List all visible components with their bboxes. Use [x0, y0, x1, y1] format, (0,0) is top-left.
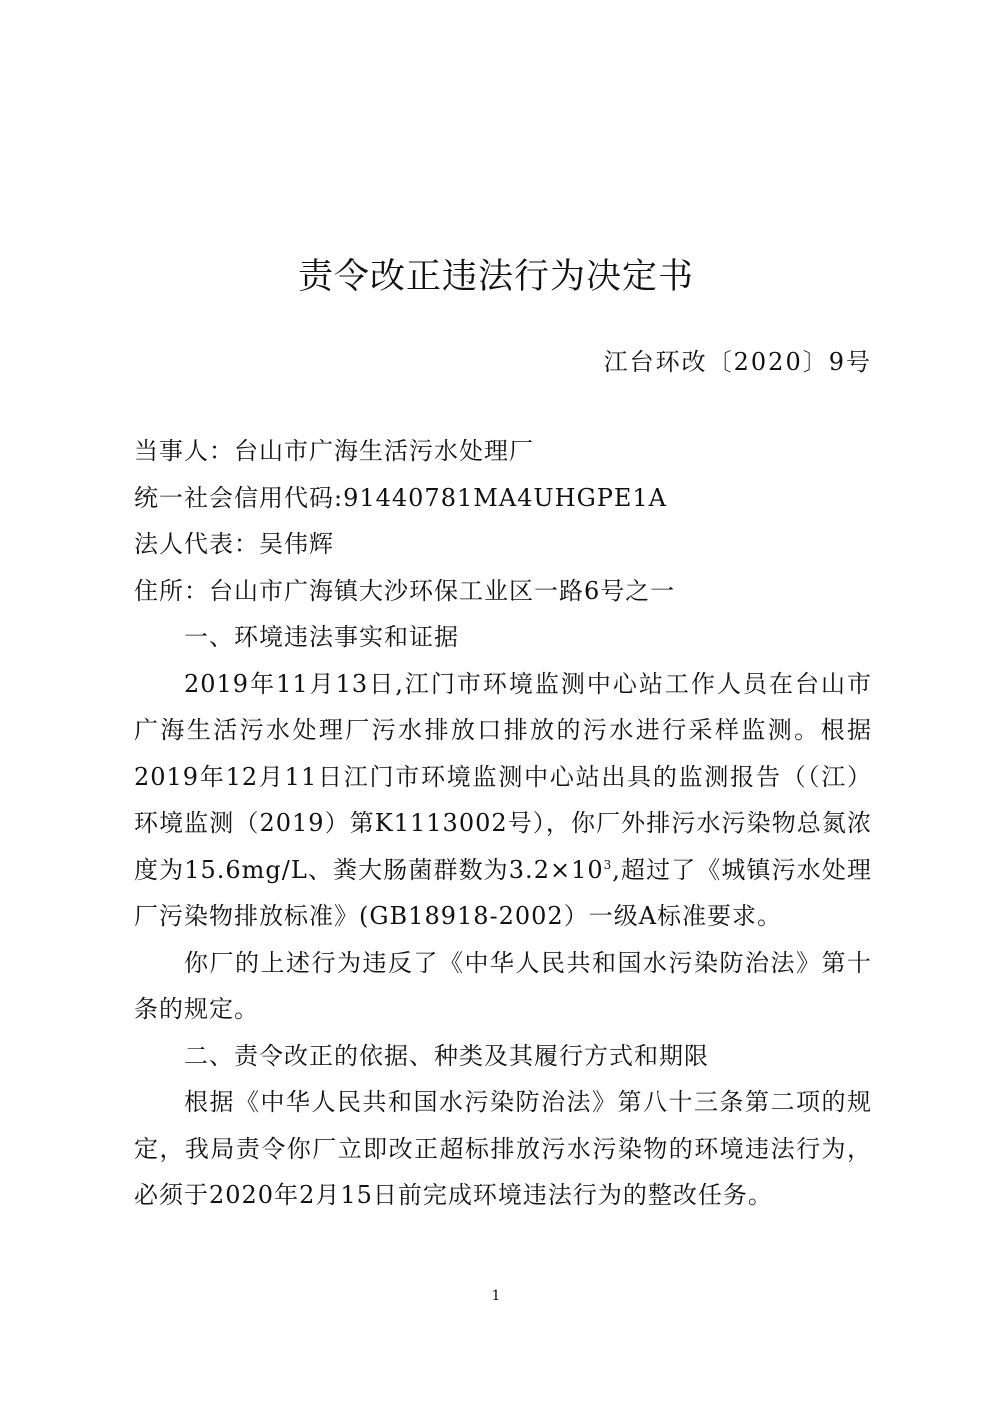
section-1-paragraph-facts	[134, 661, 872, 940]
facts-text-part-2: ,超过了《城镇污水处理厂污染物排放标准》(GB18918-2002）一级A标准要求。	[134, 855, 872, 930]
section-2-paragraph-order: 根据《中华人民共和国水污染防治法》第八十三条第二项的规定，我局责令你厂立即改正超标排放污水污染物的环境违法行为，必须于2020年2月15日前完成环境违法行为的整改任务。	[134, 1088, 872, 1209]
section-1-heading: 一、环境违法事实和证据	[184, 623, 459, 651]
document-number: 江台环改〔2020〕9号	[603, 348, 872, 376]
document-title: 责令改正违法行为决定书	[297, 257, 694, 297]
credit-code: 统一社会信用代码:91440781MA4UHGPE1A	[134, 483, 668, 512]
exponent-superscript: 3	[603, 857, 613, 872]
section-2-heading: 二、责令改正的依据、种类及其履行方式和期限	[184, 1041, 709, 1070]
legal-representative: 法人代表：吴伟辉	[134, 530, 334, 558]
section-1-paragraph-violation: 你厂的上述行为违反了《中华人民共和国水污染防治法》第十条的规定。	[134, 948, 872, 1023]
facts-text-part-1: 2019年11月13日,江门市环境监测中心站工作人员在台山市广海生活污水处理厂污水排放口排放的污水进行采样监测。根据2019年12月11日江门市环境监测中心站出具的监测报告（（江）环境监测（2019）第K1113002号），你厂外排污水污染物总氮浓度为15.6mg/L、粪大肠菌群数为3.2×10	[134, 669, 872, 884]
page-number: 1	[491, 1288, 501, 1304]
document-body	[134, 428, 872, 1219]
party-address: 住所：台山市广海镇大沙环保工业区一路6号之一	[134, 576, 676, 605]
party-name: 当事人：台山市广海生活污水处理厂	[134, 437, 534, 465]
